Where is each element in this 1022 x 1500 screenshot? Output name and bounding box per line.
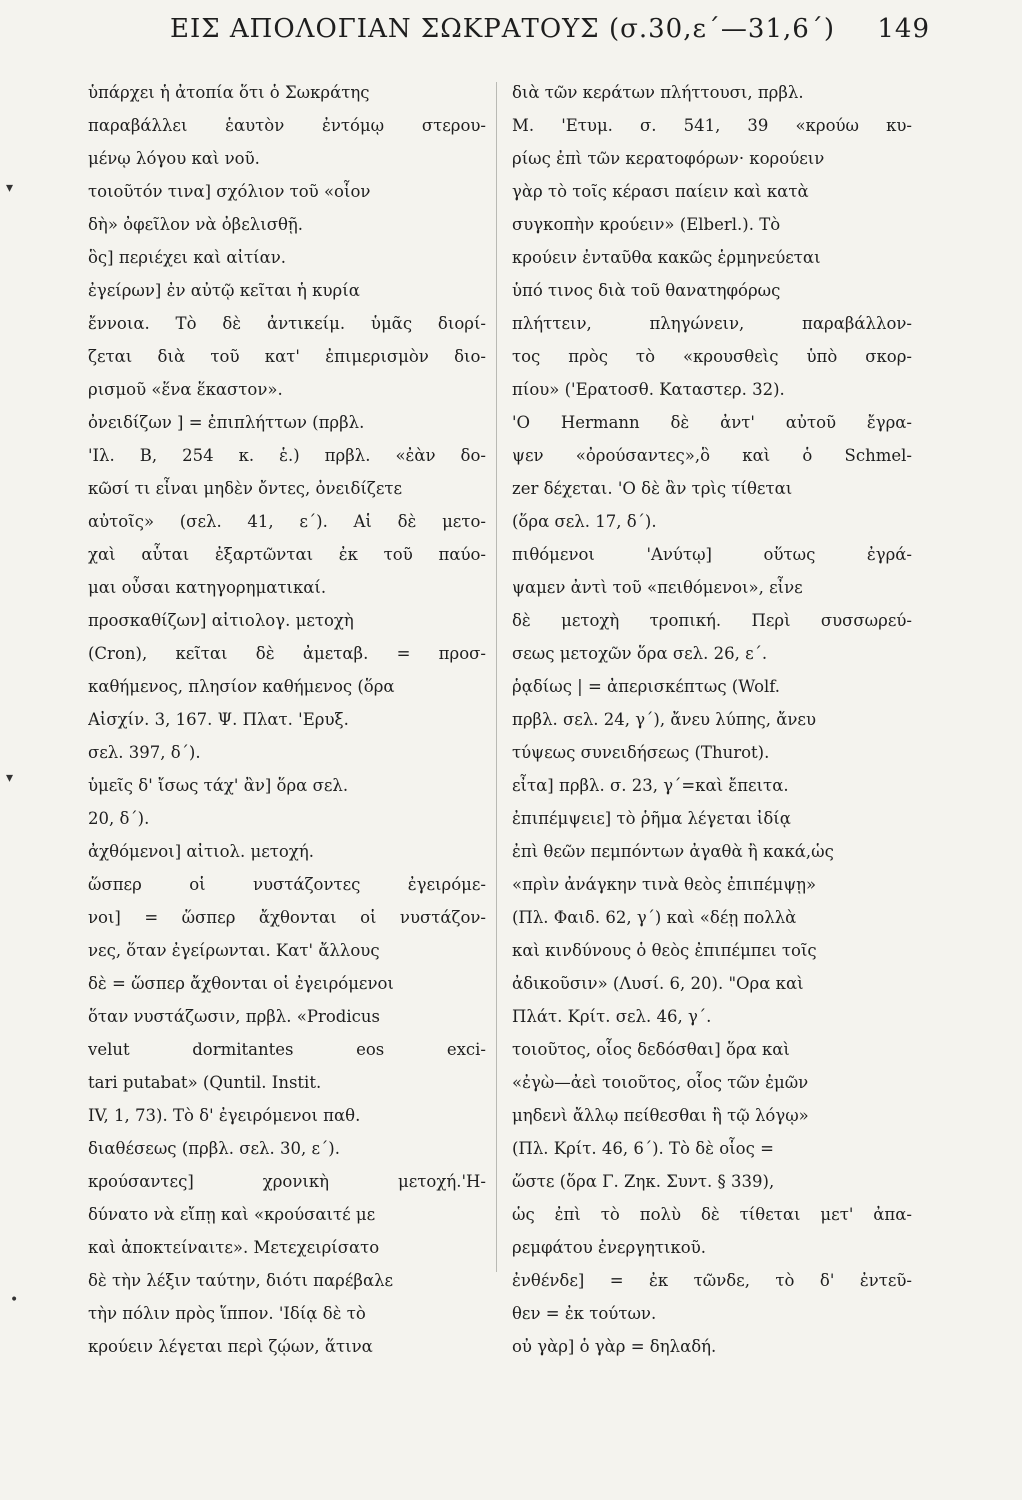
text-line: διαθέσεως (πρβλ. σελ. 30, ε΄). [88,1139,340,1158]
text-line: velut dormitantes eos exci- [88,1040,486,1059]
text-line: καθήμενος, πλησίον καθήμενος (ὅρα [88,677,395,696]
text-line: 'Ο Hermann δὲ ἀντ' αὐτοῦ ἔγρα- [512,413,912,432]
text-line: σεως μετοχῶν ὅρα σελ. 26, ε΄. [512,644,768,663]
text-line: εἶτα] πρβλ. σ. 23, γ΄=καὶ ἔπειτα. [512,776,789,795]
text-line: σελ. 397, δ΄). [88,743,201,762]
text-line: μαι οὖσαι κατηγορηματικαί. [88,578,327,597]
running-head-title: ΕΙΣ ΑΠΟΛΟΓΙΑΝ ΣΩΚΡΑΤΟΥΣ (σ.30,ε΄—31,6΄) [170,14,835,44]
text-line: (Πλ. Κρίτ. 46, 6΄). Τὸ δὲ οἷος = [512,1139,774,1158]
text-line: τοιοῦτος, οἷος δεδόσθαι] ὅρα καὶ [512,1040,790,1059]
running-head [170,14,930,44]
text-line: Μ. 'Ετυμ. σ. 541, 39 «κρούω κυ- [512,116,912,135]
margin-mark: ▾ [6,180,14,196]
text-line: ὑπό τινος διὰ τοῦ θανατηφόρως [512,281,781,300]
text-line: κρούειν λέγεται περὶ ζῴων, ἅτινα [88,1337,373,1356]
text-line: ἐπιπέμψειε] τὸ ῥῆμα λέγεται ἰδίᾳ [512,809,791,828]
text-line: δὲ = ὥσπερ ἄχθονται οἱ ἐγειρόμενοι [88,974,394,993]
text-line: πιθόμενοι 'Ανύτῳ] οὕτως ἐγρά- [512,545,912,564]
text-line: θεν = ἐκ τούτων. [512,1304,657,1323]
text-line: ἐνθένδε] = ἐκ τῶνδε, τὸ δ' ἐντεῦ- [512,1271,912,1290]
text-line: ὀνειδίζων ] = ἐπιπλήττων (πρβλ. [88,413,365,432]
text-line: δὲ τὴν λέξιν ταύτην, διότι παρέβαλε [88,1271,394,1290]
text-line: ψεν «ὀρούσαντες»,ὃ καὶ ὁ Schmel- [512,446,912,465]
text-line: δὲ μετοχὴ τροπική. Περὶ συσσωρεύ- [512,611,912,630]
text-line: IV, 1, 73). Τὸ δ' ἐγειρόμενοι παθ. [88,1106,361,1125]
text-line: (Πλ. Φαιδ. 62, γ΄) καὶ «δέῃ πολλὰ [512,908,797,927]
text-line: 20, δ΄). [88,809,150,828]
text-line: ὡς ἐπὶ τὸ πολὺ δὲ τίθεται μετ' ἀπα- [512,1205,912,1224]
text-line: αὐτοῖς» (σελ. 41, ε΄). Αἱ δὲ μετο- [88,512,486,531]
text-line: ὑπάρχει ἡ ἀτοπία ὅτι ὁ Σωκράτης [88,83,370,102]
text-line: ὑμεῖς δ' ἴσως τάχ' ἂν] ὅρα σελ. [88,776,349,795]
text-line: τοιοῦτόν τινα] σχόλιον τοῦ «οἷον [88,182,371,201]
text-line: χαὶ αὗται ἐξαρτῶνται ἐκ τοῦ παύο- [88,545,486,564]
text-line: τύψεως συνειδήσεως (Thurot). [512,743,770,762]
text-line: παραβάλλει ἑαυτὸν ἐντόμῳ στερου- [88,116,486,135]
text-line: κρούειν ἐνταῦθα κακῶς ἑρμηνεύεται [512,248,821,267]
text-line: ὥστε (ὅρα Γ. Ζηκ. Συντ. § 339), [512,1172,775,1191]
text-line: Αἰσχίν. 3, 167. Ψ. Πλατ. 'Ερυξ. [88,710,349,729]
text-line: «ἐγὼ—ἀεὶ τοιοῦτος, οἷος τῶν ἐμῶν [512,1073,809,1092]
text-line: πλήττειν, πληγώνειν, παραβάλλον- [512,314,912,333]
text-line: πίου» ('Ερατοσθ. Καταστερ. 32). [512,380,785,399]
text-line: μένῳ λόγου καὶ νοῦ. [88,149,260,168]
text-line: ὥσπερ οἱ νυστάζοντες ἐγειρόμε- [88,875,486,894]
left-column [88,76,486,1363]
text-line: ρισμοῦ «ἕνα ἕκαστον». [88,380,283,399]
text-line: καὶ κινδύνους ὁ θεὸς ἐπιπέμπει τοῖς [512,941,817,960]
text-line: ὅταν νυστάζωσιν, πρβλ. «Prodicus [88,1007,380,1026]
margin-mark: • [10,1292,19,1308]
text-line: διὰ τῶν κεράτων πλήττουσι, πρβλ. [512,83,804,102]
text-line: μηδενὶ ἄλλῳ πείθεσθαι ἢ τῷ λόγῳ» [512,1106,809,1125]
text-line: zer δέχεται. 'Ο δὲ ἂν τρὶς τίθεται [512,479,793,498]
text-line: ζεται διὰ τοῦ κατ' ἐπιμερισμὸν διο- [88,347,486,366]
text-line: «πρὶν ἀνάγκην τινὰ θεὸς ἐπιπέμψῃ» [512,875,817,894]
column-divider [496,82,497,1272]
text-line: νες, ὅταν ἐγείρωνται. Κατ' ἄλλους [88,941,380,960]
text-line: τὴν πόλιν πρὸς ἵππον. 'Ιδίᾳ δὲ τὸ [88,1304,366,1323]
text-line: (Cron), κεῖται δὲ ἀμεταβ. = προσ- [88,644,486,663]
page-number: 149 [877,14,930,44]
text-line: προσκαθίζων] αἰτιολογ. μετοχὴ [88,611,354,630]
text-line: συγκοπὴν κρούειν» (Elberl.). Τὸ [512,215,781,234]
text-line: τος πρὸς τὸ «κρουσθεὶς ὑπὸ σκορ- [512,347,912,366]
text-line: ἔννοια. Τὸ δὲ ἀντικείμ. ὑμᾶς διορί- [88,314,486,333]
text-line: ἀχθόμενοι] αἰτιολ. μετοχή. [88,842,314,861]
margin-mark: ▾ [6,770,14,786]
right-column [512,76,912,1363]
text-line: οὐ γὰρ] ὁ γὰρ = δηλαδή. [512,1337,717,1356]
text-line: νοι] = ὥσπερ ἄχθονται οἱ νυστάζον- [88,908,486,927]
text-line: 'Ιλ. Β, 254 κ. ἑ.) πρβλ. «ἐὰν δο- [88,446,486,465]
text-line: tari putabat» (Quntil. Instit. [88,1073,322,1092]
text-line: δύνατο νὰ εἴπῃ καὶ «κρούσαιτέ με [88,1205,376,1224]
text-line: κῶσί τι εἶναι μηδὲν ὄντες, ὀνειδίζετε [88,479,403,498]
text-line: Πλάτ. Κρίτ. σελ. 46, γ΄. [512,1007,712,1026]
text-line: (ὅρα σελ. 17, δ΄). [512,512,657,531]
text-line: δὴ» ὀφεῖλον νὰ ὀβελισθῇ. [88,215,304,234]
text-line: καὶ ἀποκτείναιτε». Μετεχειρίσατο [88,1238,380,1257]
text-line: ρίως ἐπὶ τῶν κερατοφόρων· κορούειν [512,149,825,168]
text-line: γὰρ τὸ τοῖς κέρασι παίειν καὶ κατὰ [512,182,809,201]
text-line: ἐπὶ θεῶν πεμπόντων ἀγαθὰ ἢ κακά,ὡς [512,842,834,861]
text-line: ἀδικοῦσιν» (Λυσί. 6, 20). "Ορα καὶ [512,974,804,993]
text-line: ρεμφάτου ἐνεργητικοῦ. [512,1238,707,1257]
text-line: κρούσαντες] χρονικὴ μετοχή.'Η- [88,1172,486,1191]
text-line: ἐγείρων] ἐν αὐτῷ κεῖται ἡ κυρία [88,281,360,300]
text-line: ῥᾳδίως | = ἀπερισκέπτως (Wolf. [512,677,781,696]
text-line: ὃς] περιέχει καὶ αἰτίαν. [88,248,287,267]
text-line: ψαμεν ἀντὶ τοῦ «πειθόμενοι», εἶνε [512,578,803,597]
text-line: πρβλ. σελ. 24, γ΄), ἄνευ λύπης, ἄνευ [512,710,817,729]
